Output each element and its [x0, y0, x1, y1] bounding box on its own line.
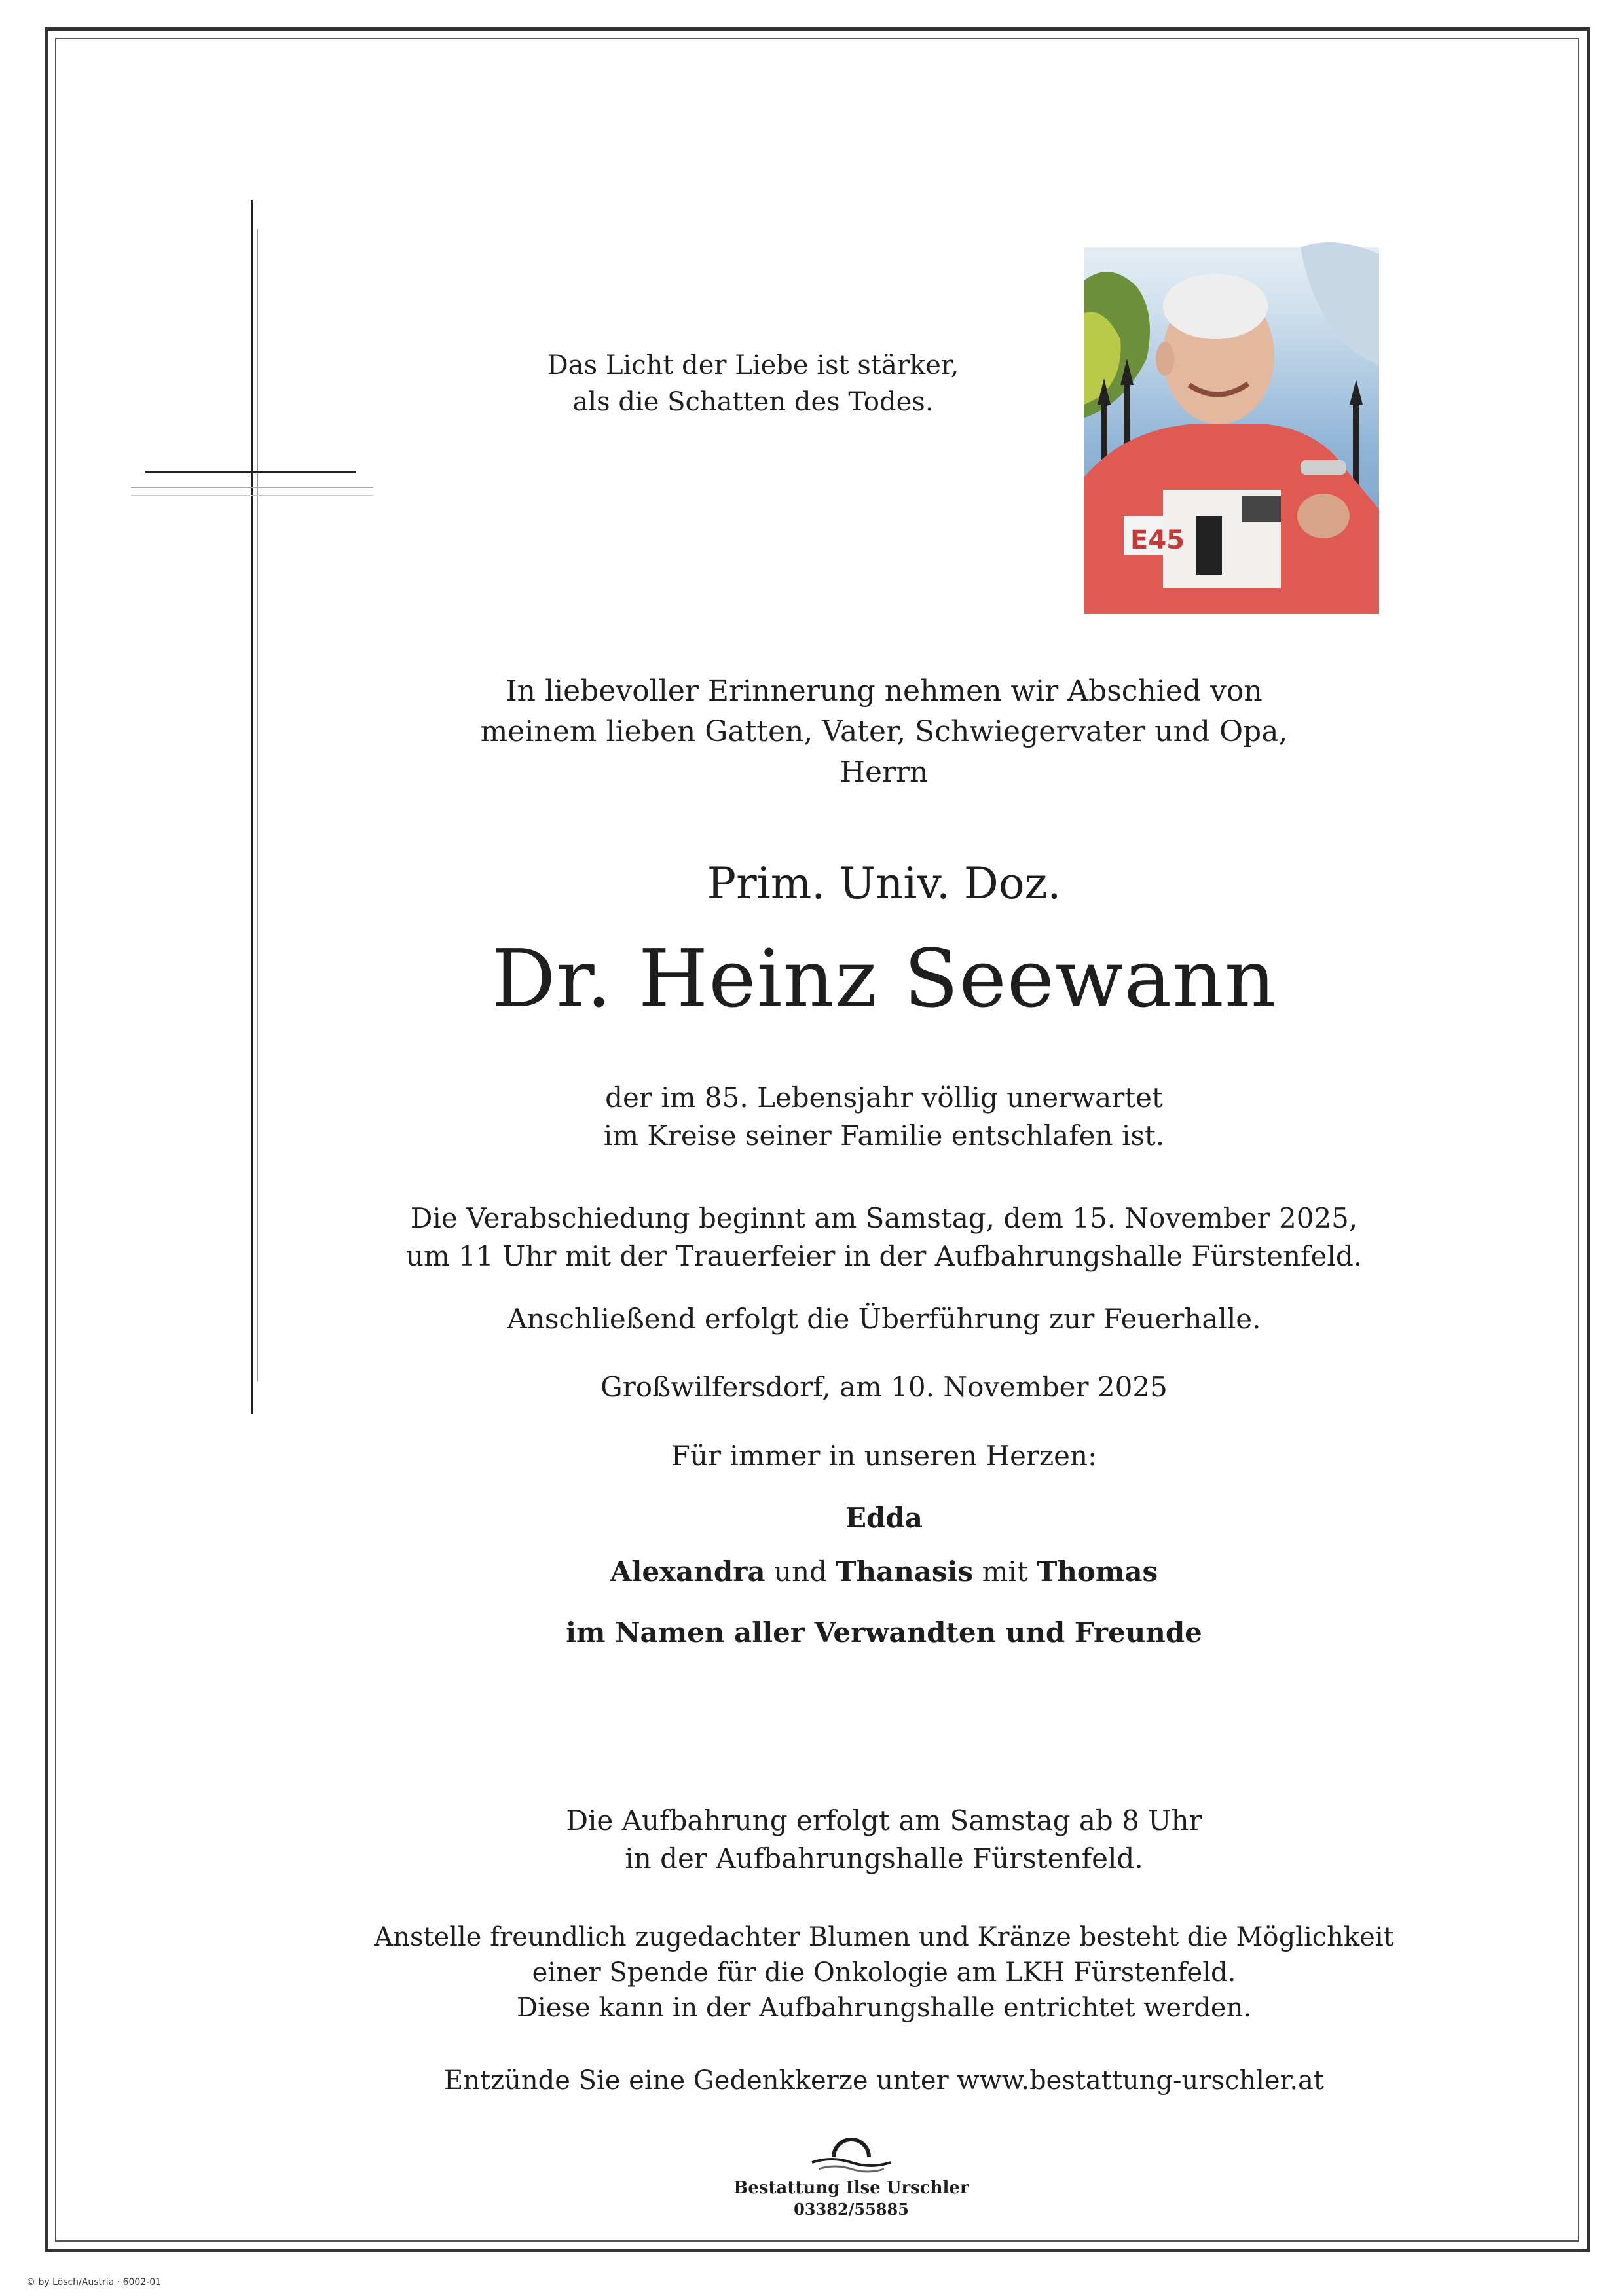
- passing-line-2: im Kreise seiner Familie entschlafen ist.: [603, 1120, 1165, 1152]
- passing-line-1: der im 85. Lebensjahr völlig unerwartet: [605, 1082, 1163, 1114]
- viewing-line-2: in der Aufbahrungshalle Fürstenfeld.: [625, 1842, 1143, 1874]
- viewing-line-1: Die Aufbahrung erfolgt am Samstag ab 8 Uhr: [566, 1804, 1202, 1836]
- donation-line-3: Diese kann in der Aufbahrungshalle entrichtet werden.: [516, 1993, 1252, 2023]
- portrait-photo: [1084, 208, 1379, 614]
- donation-text: [288, 1920, 1480, 2026]
- family-conj-2: mit: [973, 1556, 1037, 1588]
- viewing-text: [354, 1802, 1414, 1878]
- donation-line-1: Anstelle freundlich zugedachter Blumen und Kränze besteht die Möglichkeit: [374, 1922, 1394, 1952]
- quote: [458, 347, 1048, 420]
- family-name-thomas: Thomas: [1037, 1556, 1158, 1588]
- quote-line-1: Das Licht der Liebe ist stärker,: [547, 350, 959, 380]
- ceremony-text: [327, 1199, 1441, 1275]
- copyright-note: © by Lösch/Austria · 6002-01: [26, 2277, 162, 2287]
- deceased-title: Prim. Univ. Doz.: [707, 858, 1061, 909]
- family-name-thanasis: Thanasis: [836, 1556, 974, 1588]
- candle-text: Entzünde Sie eine Gedenkkerze unter www.bestattung-urschler.at: [444, 2066, 1324, 2096]
- family-line-1: Edda: [845, 1502, 923, 1534]
- quote-line-2: als die Schatten des Todes.: [572, 387, 934, 417]
- undertaker-name: Bestattung Ilse Urschler: [733, 2178, 969, 2198]
- family-line-3: im Namen aller Verwandten und Freunde: [566, 1616, 1202, 1649]
- svg-text:E45: E45: [1130, 525, 1185, 555]
- intro-text: [354, 671, 1414, 793]
- intro-line-1: In liebevoller Erinnerung nehmen wir Abschied von: [506, 674, 1263, 708]
- place-date: Großwilfersdorf, am 10. November 2025: [600, 1371, 1168, 1403]
- ceremony-line-2: um 11 Uhr mit der Trauerfeier in der Aufbahrungshalle Fürstenfeld.: [405, 1240, 1363, 1272]
- transfer-text: Anschließend erfolgt die Überführung zur Feuerhalle.: [507, 1303, 1261, 1335]
- undertaker-phone: 03382/55885: [794, 2200, 909, 2219]
- family-heading: Für immer in unseren Herzen:: [671, 1440, 1098, 1472]
- family-line-2: [354, 1553, 1414, 1591]
- intro-line-3: Herrn: [840, 756, 929, 789]
- ceremony-line-1: Die Verabschiedung beginnt am Samstag, dem 15. November 2025,: [410, 1202, 1358, 1234]
- family-name-alexandra: Alexandra: [610, 1556, 766, 1588]
- deceased-name: Dr. Heinz Seewann: [491, 932, 1277, 1025]
- family-conj-1: und: [765, 1556, 836, 1588]
- bestattung-logo-icon: [809, 2124, 894, 2177]
- donation-line-2: einer Spende für die Onkologie am LKH Fürstenfeld.: [532, 1958, 1236, 1988]
- passing-text: [354, 1079, 1414, 1155]
- intro-line-2: meinem lieben Gatten, Vater, Schwiegervater und Opa,: [480, 715, 1288, 748]
